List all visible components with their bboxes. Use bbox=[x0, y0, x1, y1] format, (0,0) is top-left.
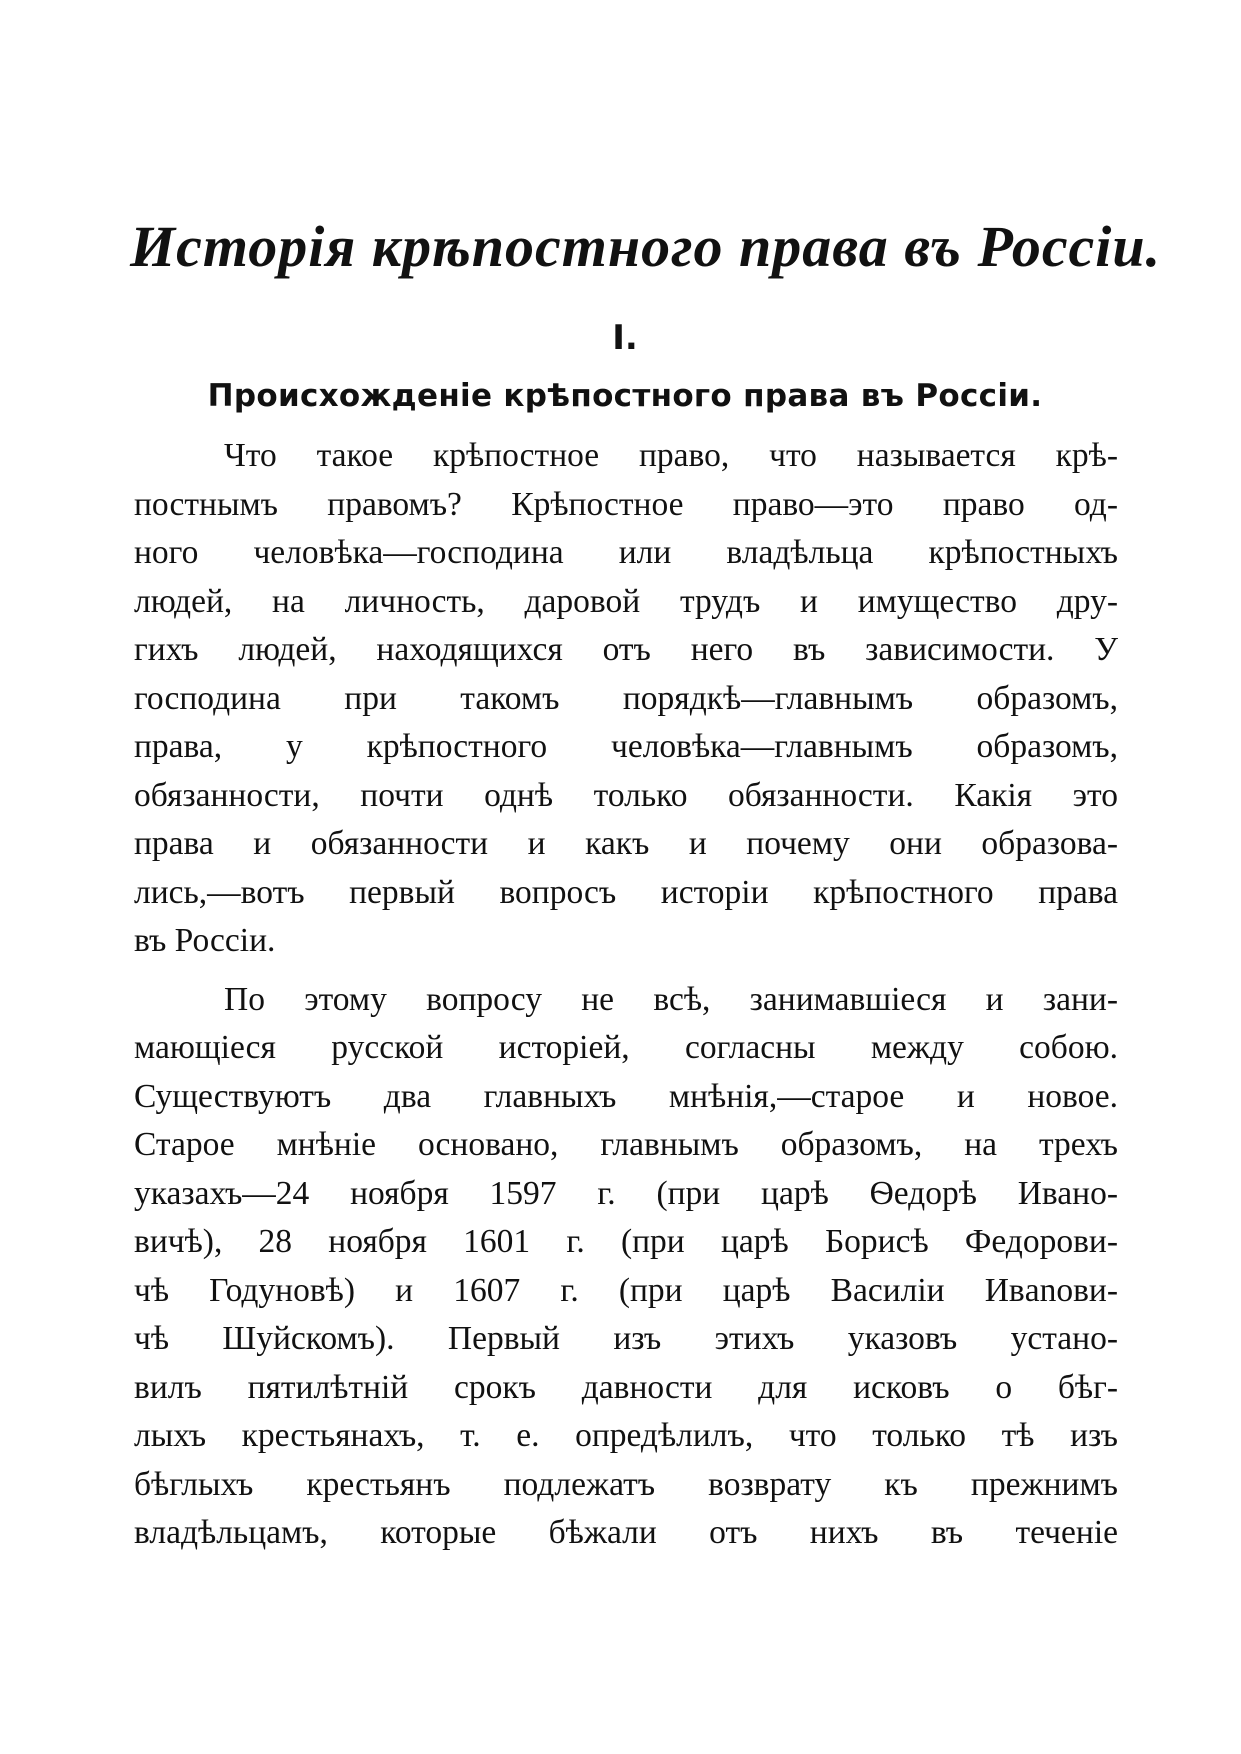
paragraph-2 bbox=[134, 976, 1118, 1558]
text-line: въ Россіи. bbox=[134, 922, 276, 959]
paragraph-gap bbox=[134, 966, 1118, 976]
text-line: указахъ—24 ноября 1597 г. (при царѣ Ѳедорѣ Ивано- bbox=[134, 1174, 1118, 1212]
text-line: чѣ Шуйскомъ). Первый изъ этихъ указовъ устано- bbox=[134, 1320, 1118, 1357]
page-title: Исторія крѣпостного права въ Россіи. bbox=[130, 214, 1162, 279]
text-line: мающіеся русской исторіей, согласны между собою. bbox=[134, 1029, 1118, 1066]
text-line: права и обязанности и какъ и почему они образова- bbox=[134, 825, 1118, 862]
paragraph-1 bbox=[134, 432, 1118, 966]
text-line: вичѣ), 28 ноября 1601 г. (при царѣ Борисѣ Федорови- bbox=[134, 1223, 1118, 1260]
text-line: права, у крѣпостного человѣка—главнымъ образомъ, bbox=[134, 728, 1118, 765]
text-line: чѣ Годуновѣ) и 1607 г. (при царѣ Василіи Ивanoви- bbox=[134, 1271, 1118, 1309]
text-line: вилъ пятилѣтній срокъ давности для исковъ о бѣг- bbox=[134, 1368, 1118, 1406]
text-line: ного человѣка—господина или владѣльца крѣпостныхъ bbox=[134, 534, 1118, 571]
text-line: господина при такомъ порядкѣ—главнымъ образомъ, bbox=[134, 679, 1118, 717]
body-text bbox=[134, 432, 1118, 1558]
text-line: владѣльцамъ, которые бѣжали отъ нихъ въ теченіе bbox=[134, 1514, 1118, 1551]
section-title: Происхожденіе крѣпостного права въ Россіи. bbox=[207, 378, 1043, 414]
text-line: Старое мнѣніе основано, главнымъ образомъ, на трехъ bbox=[134, 1126, 1118, 1163]
text-line: гихъ людей, находящихся отъ него въ зависимости. У bbox=[134, 631, 1118, 668]
section-number: I. bbox=[612, 318, 638, 358]
text-line: бѣглыхъ крестьянъ подлежатъ возврату къ прежнимъ bbox=[134, 1465, 1118, 1503]
text-line: лись,—вотъ первый вопросъ исторіи крѣпостного права bbox=[134, 873, 1118, 911]
text-line: Что такое крѣпостное право, что называется крѣ- bbox=[224, 437, 1118, 474]
text-line: обязанности, почти однѣ только обязанности. Какія это bbox=[134, 776, 1118, 814]
text-line: лыхъ крестьянахъ, т. е. опредѣлилъ, что только тѣ изъ bbox=[134, 1417, 1118, 1454]
text-line: людей, на личность, даровой трудъ и имущество дру- bbox=[134, 582, 1118, 620]
text-line: постнымъ правомъ? Крѣпостное право—это право од- bbox=[134, 485, 1118, 523]
text-line: Существуютъ два главныхъ мнѣнія,—старое и новое. bbox=[134, 1077, 1118, 1115]
text-line: По этому вопросу не всѣ, занимавшіеся и зани- bbox=[224, 980, 1118, 1018]
